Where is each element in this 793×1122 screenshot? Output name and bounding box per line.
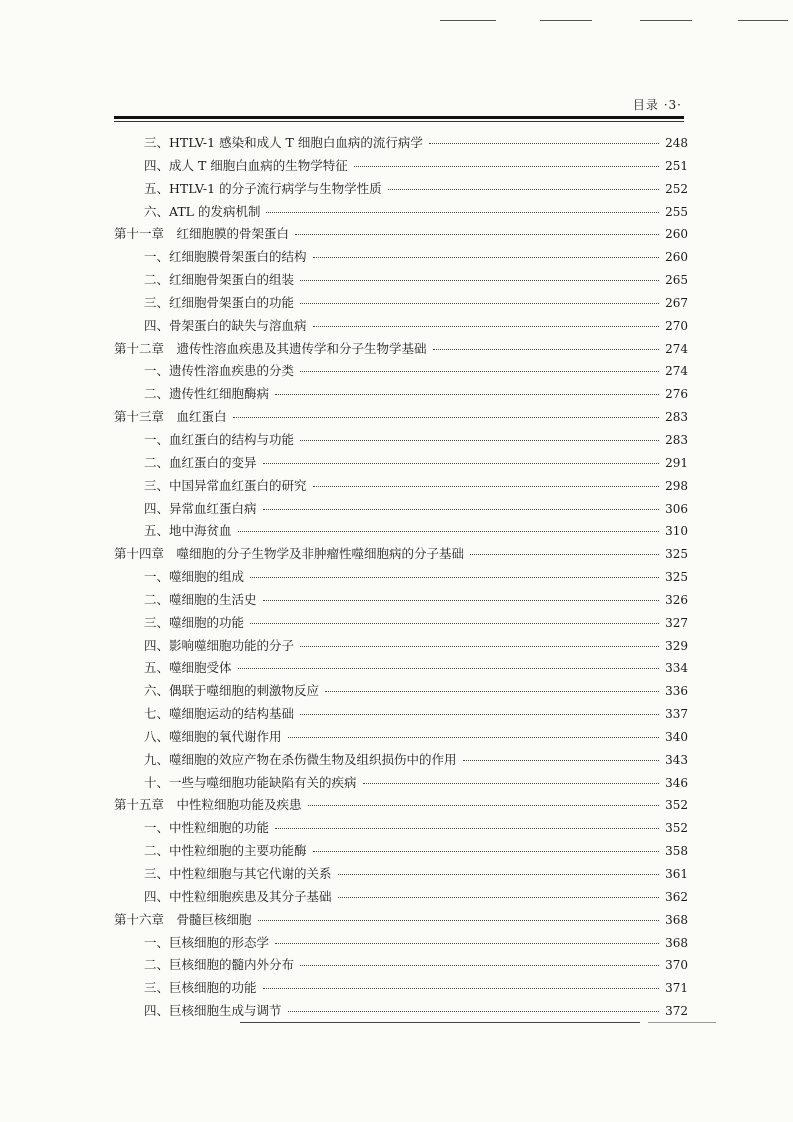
toc-entry-page-number: 325	[665, 547, 688, 562]
dot-leader	[275, 943, 659, 944]
toc-entry-page-number: 274	[665, 364, 688, 379]
dot-leader	[338, 897, 660, 898]
scan-artifact-line	[640, 20, 692, 21]
dot-leader	[300, 280, 659, 281]
toc-entry-title: 第十一章 红细胞膜的骨架蛋白	[114, 226, 290, 242]
toc-entry-page-number: 336	[665, 684, 688, 699]
toc-entry-page-number: 337	[665, 707, 688, 722]
toc-entry-title: 二、红细胞骨架蛋白的组装	[144, 272, 295, 288]
dot-leader	[300, 303, 659, 304]
header-rule-thick	[114, 116, 684, 119]
dot-leader	[313, 851, 660, 852]
toc-entry-title: 第十三章 血红蛋白	[114, 409, 227, 425]
toc-entry-page-number: 370	[665, 958, 688, 973]
toc-entry-page-number: 260	[665, 250, 688, 265]
toc-section-entry	[108, 658, 688, 681]
toc-entry-page-number: 265	[665, 273, 688, 288]
toc-entry-page-number: 340	[665, 729, 688, 744]
toc-section-entry	[108, 1001, 688, 1024]
dot-leader	[433, 349, 660, 350]
dot-leader	[388, 189, 660, 190]
toc-entry-title: 四、成人 T 细胞白血病的生物学特征	[144, 157, 348, 173]
toc-section-entry	[108, 955, 688, 978]
toc-section-entry	[108, 818, 688, 841]
toc-entry-title: 一、遗传性溶血疾患的分类	[144, 363, 295, 379]
toc-entry-title: 二、巨核细胞的髓内外分布	[144, 957, 295, 973]
toc-section-entry	[108, 727, 688, 750]
toc-section-entry	[108, 773, 688, 796]
toc-section-entry	[108, 499, 688, 522]
toc-entry-page-number: 368	[665, 912, 688, 927]
header-rule-thin	[114, 121, 684, 122]
toc-section-entry	[108, 179, 688, 202]
toc-entry-title: 一、血红蛋白的结构与功能	[144, 431, 295, 447]
toc-entry-title: 一、中性粒细胞的功能	[144, 820, 270, 836]
dot-leader	[300, 714, 659, 715]
toc-entry-page-number: 283	[665, 410, 688, 425]
dot-leader	[275, 828, 659, 829]
toc-entry-title: 一、红细胞膜骨架蛋白的结构	[144, 249, 307, 265]
toc-section-entry	[108, 590, 688, 613]
dot-leader	[313, 257, 660, 258]
toc-section-entry	[108, 453, 688, 476]
toc-section-entry	[108, 613, 688, 636]
dot-leader	[363, 783, 660, 784]
toc-section-entry	[108, 202, 688, 225]
dot-leader	[338, 874, 660, 875]
footer-rule	[240, 1022, 640, 1023]
toc-entry-page-number: 291	[665, 455, 688, 470]
toc-section-entry	[108, 430, 688, 453]
toc-entry-page-number: 371	[665, 981, 688, 996]
scan-artifact-line	[540, 20, 592, 21]
scan-artifact-line	[440, 20, 496, 21]
dot-leader	[325, 691, 659, 692]
toc-entry-title: 四、巨核细胞生成与调节	[144, 1003, 282, 1019]
dot-leader	[354, 166, 659, 167]
toc-entry-page-number: 248	[665, 136, 688, 150]
toc-entry-title: 五、HTLV-1 的分子流行病学与生物学性质	[144, 180, 382, 196]
toc-entry-page-number: 260	[665, 227, 688, 242]
toc-entry-title: 五、地中海贫血	[144, 523, 232, 539]
dot-leader	[263, 463, 660, 464]
toc-entry-title: 八、噬细胞的氧代谢作用	[144, 728, 282, 744]
dot-leader	[275, 394, 659, 395]
toc-entry-page-number: 361	[665, 867, 688, 881]
toc-entry-title: 六、ATL 的发病机制	[144, 203, 261, 219]
toc-entry-page-number: 329	[665, 638, 688, 653]
toc-entry-title: 二、遗传性红细胞酶病	[144, 386, 270, 402]
toc-section-entry	[108, 384, 688, 407]
toc-section-entry	[108, 704, 688, 727]
dot-leader	[233, 417, 660, 418]
toc-section-entry	[108, 521, 688, 544]
scan-artifact-line	[738, 20, 788, 21]
toc-entry-page-number: 346	[665, 775, 688, 790]
dot-leader	[463, 760, 660, 761]
dot-leader	[263, 600, 660, 601]
toc-entry-page-number: 306	[665, 501, 688, 516]
toc-entry-page-number: 352	[665, 798, 688, 813]
toc-entry-page-number: 352	[665, 821, 688, 836]
dot-leader	[308, 805, 660, 806]
toc-entry-page-number: 283	[665, 432, 688, 447]
toc-entry-title: 四、骨架蛋白的缺失与溶血病	[144, 317, 307, 333]
toc-chapter-entry	[108, 339, 688, 362]
dot-leader	[258, 920, 660, 921]
toc-entry-title: 七、噬细胞运动的结构基础	[144, 706, 295, 722]
dot-leader	[429, 143, 659, 144]
toc-entry-title: 第十六章 骨髓巨核细胞	[114, 911, 252, 927]
dot-leader	[263, 509, 660, 510]
toc-chapter-entry	[108, 544, 688, 567]
dot-leader	[288, 737, 660, 738]
toc-section-entry	[108, 133, 688, 156]
toc-entry-page-number: 327	[665, 615, 688, 630]
toc-entry-title: 三、巨核细胞的功能	[144, 980, 257, 996]
dot-leader	[238, 668, 660, 669]
toc-entry-title: 三、红细胞骨架蛋白的功能	[144, 294, 295, 310]
dot-leader	[250, 577, 659, 578]
toc-entry-title: 三、噬细胞的功能	[144, 614, 245, 630]
toc-entry-title: 二、中性粒细胞的主要功能酶	[144, 843, 307, 859]
toc-section-entry	[108, 636, 688, 659]
toc-entry-page-number: 343	[665, 752, 688, 767]
toc-entry-title: 四、异常血红蛋白病	[144, 500, 257, 516]
dot-leader	[313, 326, 660, 327]
toc-entry-page-number: 270	[665, 318, 688, 333]
toc-entry-title: 十、一些与噬细胞功能缺陷有关的疾病	[144, 774, 357, 790]
toc-entry-page-number: 325	[665, 570, 688, 585]
toc-entry-title: 九、噬细胞的效应产物在杀伤微生物及组织损伤中的作用	[144, 751, 457, 767]
table-of-contents	[108, 133, 688, 1024]
toc-entry-page-number: 358	[665, 844, 688, 859]
toc-chapter-entry	[108, 224, 688, 247]
toc-entry-page-number: 274	[665, 341, 688, 356]
toc-entry-title: 第十五章 中性粒细胞功能及疾患	[114, 797, 302, 813]
toc-entry-title: 二、噬细胞的生活史	[144, 591, 257, 607]
toc-entry-title: 第十四章 噬细胞的分子生物学及非肿瘤性噬细胞病的分子基础	[114, 546, 465, 562]
running-header-label: 目录 ·3·	[632, 98, 682, 112]
toc-entry-page-number: 334	[665, 661, 688, 676]
dot-leader	[295, 234, 659, 235]
toc-section-entry	[108, 247, 688, 270]
toc-entry-title: 二、血红蛋白的变异	[144, 454, 257, 470]
toc-entry-page-number: 368	[665, 935, 688, 950]
dot-leader	[470, 554, 659, 555]
toc-entry-page-number: 362	[665, 889, 688, 904]
dot-leader	[300, 965, 659, 966]
toc-entry-page-number: 267	[665, 295, 688, 310]
footer-rule-faint	[648, 1022, 716, 1023]
toc-chapter-entry	[108, 795, 688, 818]
toc-entry-title: 三、HTLV-1 感染和成人 T 细胞白血病的流行病学	[144, 135, 423, 150]
toc-section-entry	[108, 933, 688, 956]
toc-section-entry	[108, 316, 688, 339]
toc-section-entry	[108, 978, 688, 1001]
toc-section-entry	[108, 270, 688, 293]
dot-leader	[300, 646, 659, 647]
toc-entry-page-number: 276	[665, 387, 688, 402]
dot-leader	[288, 1011, 660, 1012]
toc-section-entry	[108, 841, 688, 864]
dot-leader	[263, 988, 660, 989]
toc-entry-page-number: 251	[665, 158, 688, 173]
toc-entry-title: 三、中性粒细胞与其它代谢的关系	[144, 866, 332, 881]
toc-entry-title: 一、巨核细胞的形态学	[144, 934, 270, 950]
toc-entry-page-number: 298	[665, 478, 688, 493]
toc-entry-page-number: 252	[665, 181, 688, 196]
dot-leader	[250, 623, 659, 624]
toc-entry-page-number: 255	[665, 204, 688, 219]
toc-section-entry	[108, 567, 688, 590]
dot-leader	[313, 486, 660, 487]
toc-section-entry	[108, 750, 688, 773]
toc-entry-page-number: 326	[665, 592, 688, 607]
toc-chapter-entry	[108, 407, 688, 430]
page-header	[114, 96, 682, 116]
toc-section-entry	[108, 681, 688, 704]
toc-section-entry	[108, 476, 688, 499]
toc-section-entry	[108, 887, 688, 910]
toc-entry-title: 三、中国异常血红蛋白的研究	[144, 477, 307, 493]
toc-entry-page-number: 310	[665, 524, 688, 539]
dot-leader	[238, 531, 660, 532]
toc-section-entry	[108, 361, 688, 384]
toc-entry-title: 五、噬细胞受体	[144, 660, 232, 676]
toc-chapter-entry	[108, 910, 688, 933]
toc-entry-title: 四、影响噬细胞功能的分子	[144, 637, 295, 653]
dot-leader	[266, 212, 659, 213]
toc-section-entry	[108, 293, 688, 316]
toc-entry-title: 第十二章 遗传性溶血疾患及其遗传学和分子生物学基础	[114, 340, 427, 356]
toc-entry-title: 六、偶联于噬细胞的刺激物反应	[144, 683, 320, 699]
dot-leader	[300, 440, 659, 441]
toc-section-entry	[108, 156, 688, 179]
toc-entry-title: 四、中性粒细胞疾患及其分子基础	[144, 888, 332, 904]
toc-section-entry	[108, 864, 688, 887]
toc-entry-page-number: 372	[665, 1004, 688, 1019]
dot-leader	[300, 371, 659, 372]
toc-entry-title: 一、噬细胞的组成	[144, 569, 245, 585]
